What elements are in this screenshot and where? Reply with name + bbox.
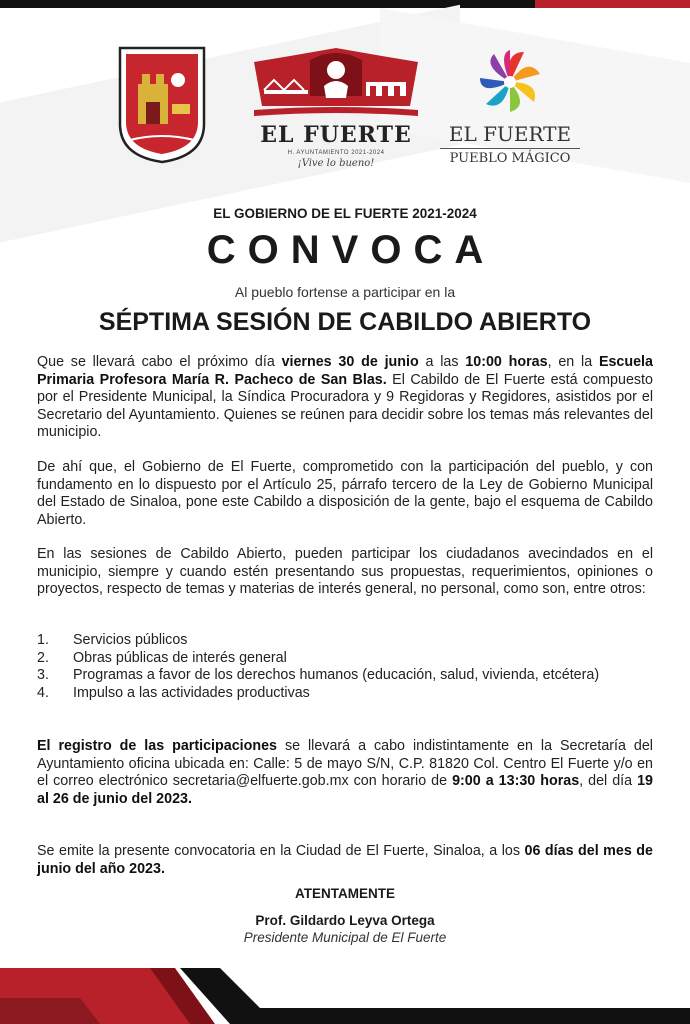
municipality-slogan: ¡Vive lo bueno! xyxy=(297,158,375,169)
el-fuerte-ayuntamiento-logo xyxy=(250,46,422,172)
convoca-title: CONVOCA xyxy=(206,228,496,272)
pueblo-magico-town: EL FUERTE xyxy=(448,122,572,146)
topics-list xyxy=(37,632,653,702)
session-title: SÉPTIMA SESIÓN DE CABILDO ABIERTO xyxy=(98,308,592,336)
issue-date: 06 días del mes de junio del año 2023. xyxy=(37,843,653,877)
list-item: 3. Programas a favor de los derechos humanos (educación, salud, vivienda, etcétera) xyxy=(37,667,600,683)
top-red-band xyxy=(535,0,690,8)
logos-row xyxy=(0,40,690,170)
paragraph-registration: El registro de las participaciones se llevará a cabo indistintamente en la Secretaría del Ayuntamiento oficina ubicada en: Calle: 5 de mayo S/N, C.P. 81820 Col. Centro El Fuerte y/o en el correo electrónico secretaria@elfuerte.gob.mx con horario de 9:00 a 13:30 horas, del día 19 al 26 de junio del 2023. xyxy=(37,738,654,807)
invite-line: Al pueblo fortense a participar en la xyxy=(234,284,456,300)
list-item: 2. Obras públicas de interés general xyxy=(37,649,287,666)
registration-dates: 19 al 26 de junio del 2023. xyxy=(37,773,654,807)
paragraph-legal-basis: De ahí que, el Gobierno de El Fuerte, comprometido con la participación del pueblo, y con fundamento en lo dispuesto por el Artículo 25, párrafo tercero de la Ley de Gobierno Municipal del Estado de Sinaloa, pone este Cabildo a disposición de la gente, bajo el esquema de Cabildo Abierto. xyxy=(37,459,653,528)
paragraph-participation: En las sesiones de Cabildo Abierto, pueden participar los ciudadanos avecindados en el municipio, siempre y cuando estén presentando sus propuestas, requerimientos, opiniones o proyectos, respecto de temas y materias de interés general, no personal, como son, entre otros: xyxy=(37,546,653,597)
list-item: 1. Servicios públicos xyxy=(37,632,188,648)
pueblo-magico-logo xyxy=(440,46,580,172)
registration-hours: 9:00 a 13:30 horas xyxy=(452,773,580,789)
paragraph-issued: Se emite la presente convocatoria en la Ciudad de El Fuerte, Sinaloa, a los 06 días del mes de junio del año 2023. xyxy=(37,843,653,877)
pueblo-magico-label: PUEBLO MÁGICO xyxy=(440,148,580,166)
event-place: Escuela Primaria Profesora María R. Pacheco de San Blas. xyxy=(37,354,653,388)
signatory-name: Prof. Gildardo Leyva Ortega xyxy=(255,913,435,928)
government-heading: EL GOBIERNO DE EL FUERTE 2021-2024 xyxy=(213,206,477,221)
bottom-decorative-band xyxy=(0,958,690,1024)
paragraph-event-details: Que se llevará cabo el próximo día viernes 30 de junio a las 10:00 horas, en la Escuela Primaria Profesora María R. Pacheco de San Blas. El Cabildo de El Fuerte está compuesto por el Presidente Municipal, la Síndica Procuradora y 9 Regidoras y Regidores, asistidos por el Secretario del Ayuntamiento. Quienes se reúnen para decidir sobre los temas más relevantes del municipio. xyxy=(37,354,653,440)
municipality-name: EL FUERTE xyxy=(260,122,412,148)
event-time: 10:00 horas xyxy=(465,354,548,370)
closing-atentamente: ATENTAMENTE xyxy=(295,886,395,901)
event-date: viernes 30 de junio xyxy=(281,354,419,370)
municipality-subtitle: H. AYUNTAMIENTO 2021-2024 xyxy=(287,150,385,156)
signatory-role: Presidente Municipal de El Fuerte xyxy=(243,930,447,945)
municipal-crest-logo xyxy=(116,44,208,164)
list-item: 4. Impulso a las actividades productivas xyxy=(37,684,310,701)
